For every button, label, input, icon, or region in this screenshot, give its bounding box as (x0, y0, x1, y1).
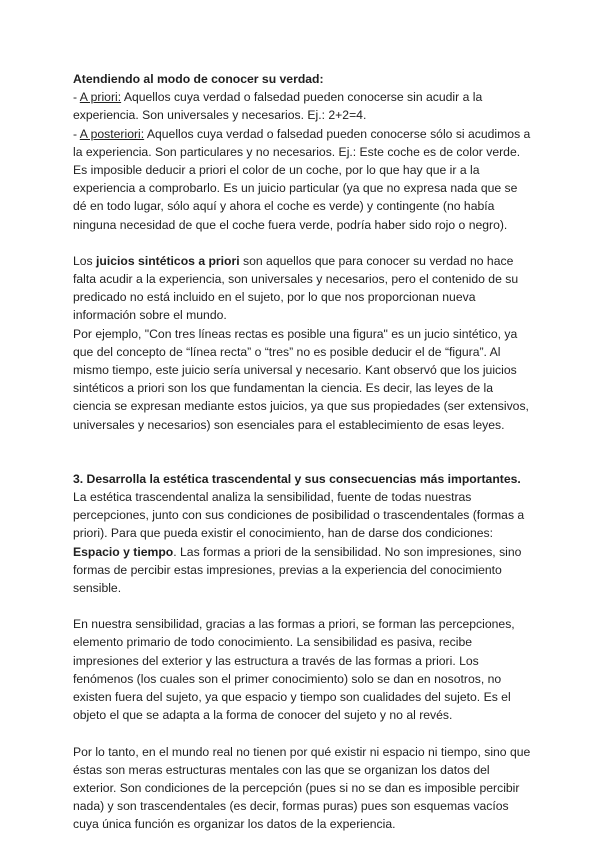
sinteticos-intro-after: son aquellos que para conocer su verdad no hace falta acudir a la experiencia, son universales y necesarios, pero el contenido de su predicado no está incluido en el sujeto, por lo que nos proporcionan nueva información sobre el mundo. (73, 253, 519, 323)
spacer (73, 234, 533, 252)
spacer (73, 434, 533, 470)
aposteriori-dash: - (73, 126, 80, 141)
spacer (73, 725, 533, 743)
section-heading-modo: Atendiendo al modo de conocer su verdad: (73, 72, 324, 86)
sinteticos-example-paragraph: Por ejemplo, "Con tres líneas rectas es posible una figura" es un jucio sintético, ya que del concepto de “línea recta” o “tres” no es posible deducir el de “figura”. Al mismo tiempo, este juicio sería universal y necesario. Kant observó que los juicios sintéticos a priori son los que fundamentan la ciencia. Es decir, las leyes de la ciencia se expresan mediante estos juicios, ya que sus propiedades (ser extensivos, universales y necesarios) son esenciales para el establecimiento de esas leyes. (73, 326, 529, 432)
section-heading-estetica: 3. Desarrolla la estética trascendental y sus consecuencias más importantes. (73, 471, 521, 486)
aposteriori-paragraph (73, 125, 533, 234)
document-page (73, 70, 533, 834)
apriori-term: A priori: (79, 90, 122, 105)
estetica-paragraph-1 (73, 488, 533, 597)
estetica-p1-before: La estética trascendental analiza la sensibilidad, fuente de todas nuestras percepciones, junto con sus condiciones de posibilidad o trascendentales (formas a priori). Para que pueda existir el conocimiento, han de darse dos condiciones: (73, 490, 525, 541)
sinteticos-intro-before: Los (73, 253, 97, 268)
apriori-text: Aquellos cuya verdad o falsedad pueden conocerse sin acudir a la experiencia. Son universales y necesarios. Ej.: 2+2=4. (73, 90, 483, 123)
aposteriori-term: A posteriori: (79, 126, 145, 141)
estetica-paragraph-3: Por lo tanto, en el mundo real no tienen por qué existir ni espacio ni tiempo, sino que éstas son meras estructuras mentales con las que se organizan los datos del exterior. Son condiciones de la percepción (pues si no se dan es imposible percibir nada) y son trascendentales (es decir, formas puras) pues son esquemas vacíos cuya única función es organizar los datos de la experiencia. (73, 744, 531, 832)
espacio-tiempo-term: Espacio y tiempo (73, 544, 174, 559)
estetica-paragraph-2: En nuestra sensibilidad, gracias a las formas a priori, se forman las percepciones, elemento primario de todo conocimiento. La sensibilidad es pasiva, recibe impresiones del exterior y las estructura a través de las formas a priori. Los fenómenos (los cuales son el primer conocimiento) solo se dan en nosotros, no existen fuera del sujeto, ya que espacio y tiempo son cualidades del sujeto. Es el objeto el que se adapta a la forma de conocer del sujeto y no al revés. (73, 617, 515, 723)
sinteticos-term: juicios sintéticos a priori (96, 253, 240, 268)
aposteriori-text: Aquellos cuya verdad o falsedad pueden conocerse sólo si acudimos a la experiencia. Son particulares y no necesarios. Ej.: Este coche es de color verde. Es imposible deducir a priori el color de un coche, por lo que hay que ir a la experiencia a comprobarlo. Es un juicio particular (ya que no expresa nada que se dé en todo lugar, sólo aquí y ahora el coche es verde) y contingente (no había ninguna necesidad de que el coche fuera verde, podría haber sido rojo o negro). (73, 126, 531, 232)
apriori-paragraph (73, 88, 533, 124)
apriori-dash: - (73, 90, 80, 105)
sinteticos-paragraph (73, 252, 533, 325)
estetica-p1-after: . Las formas a priori de la sensibilidad. No son impresiones, sino formas de percibir estas impresiones, previas a la experiencia del conocimiento sensible. (73, 544, 522, 596)
spacer (73, 597, 533, 615)
